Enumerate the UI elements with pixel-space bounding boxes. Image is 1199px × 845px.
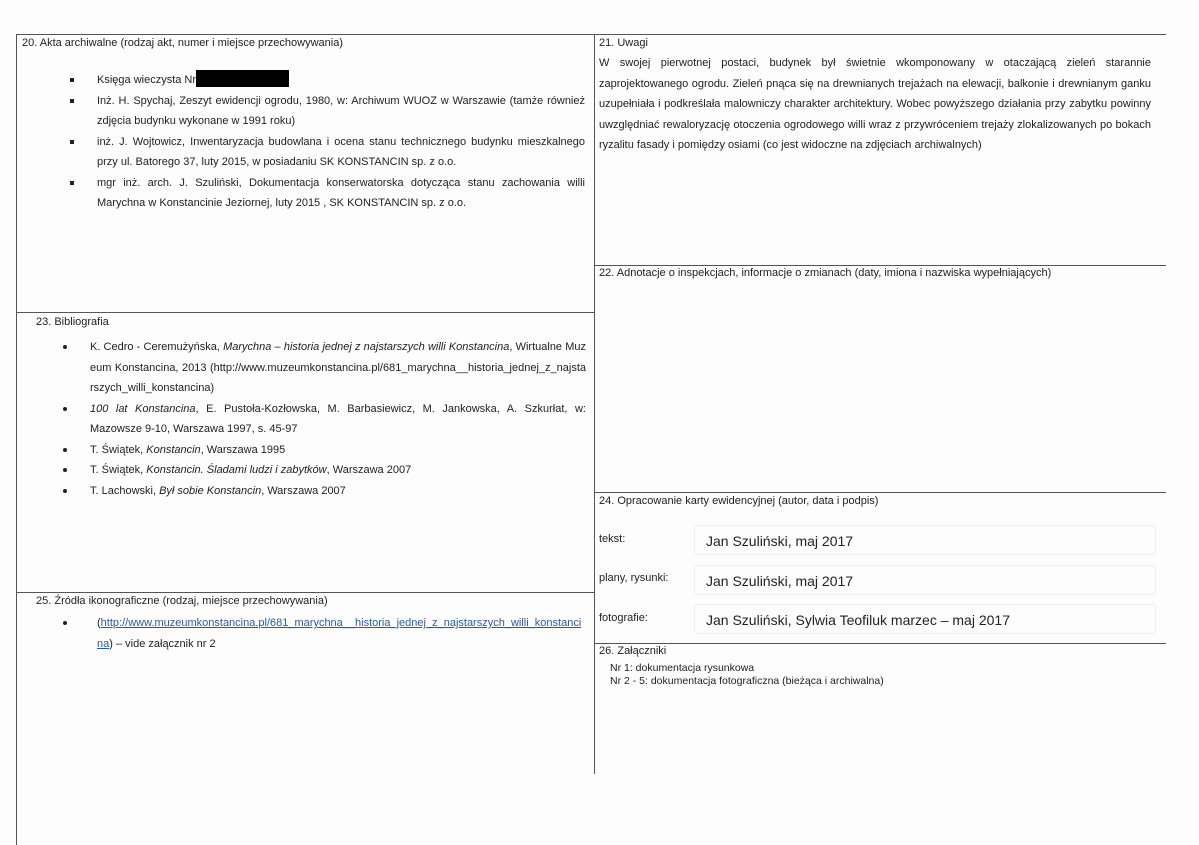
list-item: mgr inż. arch. J. Szuliński, Dokumentacja konserwatorska dotycząca stanu zachowania willi Marychna w Konstancinie Jeziornej, luty 2015 , SK KONSTANCIN sp. z o.o. <box>97 173 585 214</box>
plans-author-field[interactable]: Jan Szuliński, maj 2017 <box>694 565 1156 595</box>
photos-author-label: fotografie: <box>599 612 648 624</box>
divider <box>16 34 17 845</box>
divider <box>594 643 1166 644</box>
attachment-2: Nr 2 - 5: dokumentacja fotograficzna (bieżąca i archiwalna) <box>610 675 884 687</box>
iconographic-sources-list <box>97 613 585 654</box>
section-23-title: 23. Bibliografia <box>36 316 109 328</box>
redaction-block <box>196 70 289 87</box>
divider <box>594 265 1166 266</box>
bullet-icon <box>63 468 67 472</box>
section-24-title: 24. Opracowanie karty ewidencyjnej (autor, data i podpis) <box>599 495 879 507</box>
section-20-title: 20. Akta archiwalne (rodzaj akt, numer i miejsce przechowywania) <box>22 37 343 49</box>
list-item: Księga wieczysta Nr <box>97 70 585 91</box>
text-author-field[interactable]: Jan Szuliński, maj 2017 <box>694 525 1156 555</box>
bullet-icon <box>70 140 74 144</box>
list-item: K. Cedro - Ceremużyńska, Marychna – historia jednej z najstarszych willi Konstancina, Wirtualne Muzeum Konstancina, 2013 (http://www.muzeumkonstancina.pl/681_marychna__historia_jednej_z_najstarszych_willi_konstancina) <box>90 337 586 399</box>
list-item: T. Świątek, Konstancin, Warszawa 1995 <box>90 440 586 461</box>
section-21-title: 21. Uwagi <box>599 37 648 49</box>
bullet-icon <box>63 448 67 452</box>
list-item: 100 lat Konstancina, E. Pustoła-Kozłowska, M. Barbasiewicz, M. Jankowska, A. Szkurłat, w: Mazowsze 9-10, Warszawa 1997, s. 45-97 <box>90 399 586 440</box>
section-26-title: 26. Załączniki <box>599 645 667 657</box>
divider <box>594 34 595 774</box>
bullet-icon <box>63 489 67 493</box>
bullet-icon <box>70 181 74 185</box>
list-item: inż. J. Wojtowicz, Inwentaryzacja budowlana i ocena stanu technicznego budynku mieszkalnego przy ul. Batorego 37, luty 2015, w posiadaniu SK KONSTANCIN sp. z o.o. <box>97 132 585 173</box>
list-item: T. Lachowski, Był sobie Konstancin, Warszawa 2007 <box>90 481 586 502</box>
photos-author-field[interactable]: Jan Szuliński, Sylwia Teofiluk marzec – maj 2017 <box>694 604 1156 634</box>
bullet-icon <box>70 99 74 103</box>
bullet-icon <box>63 407 67 411</box>
list-item: Inż. H. Spychaj, Zeszyt ewidencji ogrodu, 1980, w: Archiwum WUOZ w Warszawie (tamże również zdjęcia budynku wykonane w 1991 roku) <box>97 91 585 132</box>
section-22-title: 22. Adnotacje o inspekcjach, informacje o zmianach (daty, imiona i nazwiska wypełniających) <box>599 267 1052 279</box>
text-author-label: tekst: <box>599 533 626 545</box>
divider <box>16 312 594 313</box>
divider <box>594 492 1166 493</box>
section-25-title: 25. Źródła ikonograficzne (rodzaj, miejsce przechowywania) <box>36 595 328 607</box>
museum-link[interactable]: http://www.muzeumkonstancina.pl/681_marychna__historia_jednej_z_najstarszych_willi_konstancina <box>97 617 582 650</box>
bullet-icon <box>70 78 74 82</box>
bullet-icon <box>63 621 67 625</box>
divider <box>16 592 594 593</box>
archival-records-list <box>97 70 585 214</box>
plans-author-label: plany, rysunki: <box>599 572 669 584</box>
attachment-1: Nr 1: dokumentacja rysunkowa <box>610 662 755 674</box>
list-item: (http://www.muzeumkonstancina.pl/681_marychna__historia_jednej_z_najstarszych_willi_konstancina) – vide załącznik nr 2 <box>97 613 585 654</box>
remarks-text: W swojej pierwotnej postaci, budynek był świetnie wkomponowany w otaczającą zieleń starannie zaprojektowanego ogrodu. Zieleń pnąca się na drewnianych trejażach na elewacji, balkonie i drewnianym ganku uzupełniała i podkreślała malowniczy charakter architektury. Wobec powyższego działania przy zabytku powinny uwzględniać rewaloryzację otoczenia ogrodowego willi wraz z przywróceniem trejaży zlokalizowanych po bokach ryzalitu fasady i pomiędzy osiami (co jest widoczne na zdjęciach archiwalnych) <box>599 57 1151 151</box>
list-item: T. Świątek, Konstancin. Śladami ludzi i zabytków, Warszawa 2007 <box>90 460 586 481</box>
bullet-icon <box>63 345 67 349</box>
bibliography-list <box>90 337 586 501</box>
divider <box>16 34 1166 35</box>
